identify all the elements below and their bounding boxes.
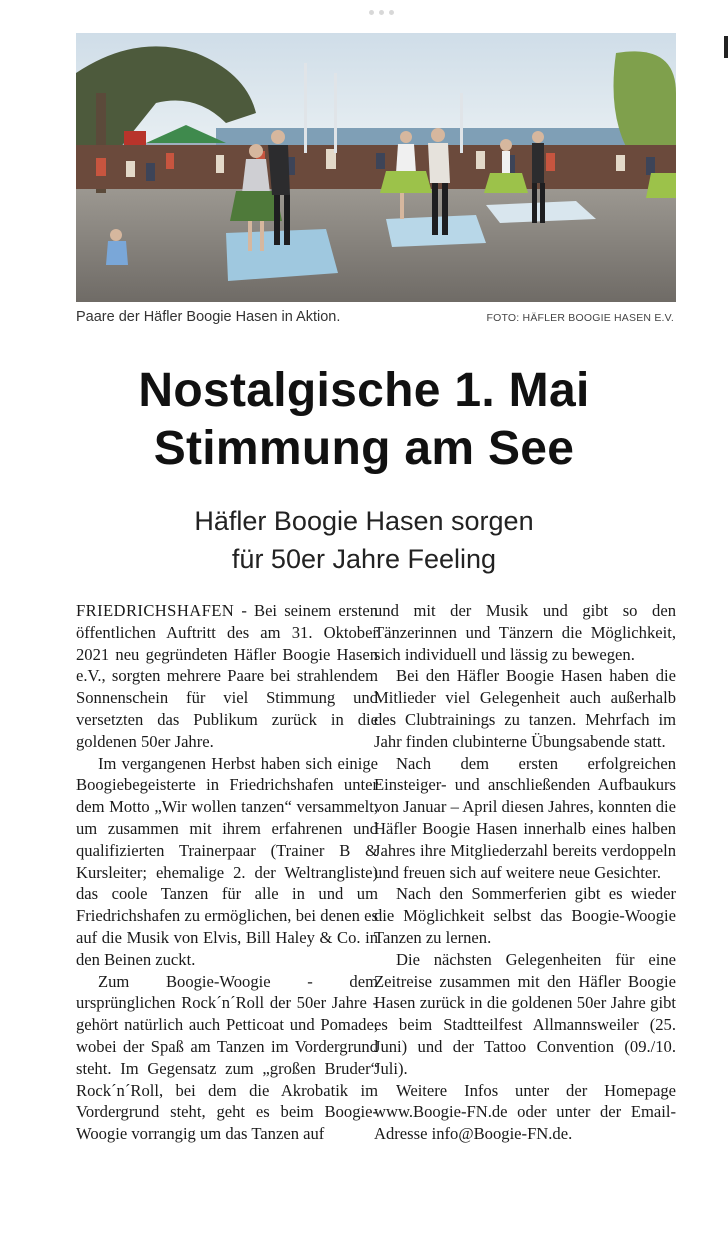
headline-line-1: Nostalgische 1. Mai <box>138 364 590 417</box>
subheadline-line-2: für 50er Jahre Feeling <box>231 544 497 574</box>
article-photo <box>76 33 676 302</box>
article-column-left <box>76 600 378 1145</box>
photo-caption: Paare der Häfler Boogie Hasen in Aktion. <box>76 309 341 325</box>
dateline: FRIEDRICHSHAFEN <box>76 601 235 620</box>
photo-caption-row <box>76 309 676 329</box>
subheadline-line-1: Häfler Boogie Hasen sorgen <box>194 506 534 536</box>
article-paragraph-4: und mit der Musik und gibt so den Tänzerinnen und Tänzern die Möglichkeit, sich individuell und lässig zu bewegen. <box>374 601 676 664</box>
article-paragraph-6: Nach dem ersten erfolgreichen Einsteiger- und anschließenden Aufbaukurs von Januar – April diesen Jahres, konnten die Häfler Boogie Hasen innerhalb eines halben Jahres ihre Mitgliederzahl bereits verdoppeln und freuen sich auf weitere neue Gesichter. <box>374 753 676 882</box>
dancers-photo-illustration <box>76 33 676 302</box>
article-paragraph-7: Nach den Sommerferien gibt es wieder die Möglichkeit selbst das Boogie-Woogie Tanzen zu lernen. <box>374 884 676 947</box>
article-paragraph-2: Im vergangenen Herbst haben sich einige Boogiebegeisterte in Friedrichshafen unter dem Motto „Wir wollen tanzen“ versammelt, um zusammen mit ihrem erfahrenen und qualifizierten Trainerpaar (Trainer B & Kursleiter; ehemalige 2. der Weltrangliste) das coole Tanzen für alle in und um Friedrichshafen zu ermöglichen, bei denen es auf die Musik von Elvis, Bill Haley & Co. in den Beinen zuckt. <box>76 753 378 969</box>
photo-credit: FOTO: HÄFLER BOOGIE HASEN E.V. <box>486 312 674 324</box>
article-paragraph-1 <box>76 600 378 753</box>
headline <box>40 362 688 478</box>
article-paragraph-3: Zum Boogie-Woogie - dem ursprünglichen Rock´n´Roll der 50er Jahre - gehört natürlich auch Petticoat und Pomade, wobei der Spaß am Tanzen im Vordergrund steht. Im Gegensatz zum „großen Bruder“ Rock´n´Roll, bei dem die Akrobatik im Vordergrund steht, geht es beim Boogie-Woogie vorrangig um das Tanzen auf <box>76 971 378 1144</box>
adjacent-column-edge <box>724 36 728 58</box>
article-paragraph-8: Die nächsten Gelegenheiten für eine Zeitreise zusammen mit den Häfler Boogie Hasen zurück in die goldenen 50er Jahre gibt es beim Stadtteilfest Allmannsweiler (25. Juni) und der Tattoo Convention (09./10. Juli). <box>374 949 676 1078</box>
headline-line-2: Stimmung am See <box>153 422 575 475</box>
subheadline <box>40 502 688 578</box>
page-indicator-dots <box>369 10 394 15</box>
article-paragraph-9: Weitere Infos unter der Homepage www.Boogie-FN.de oder unter der Email-Adresse info@Boogie-FN.de. <box>374 1080 676 1144</box>
paragraph-text: - Bei seinem ersten öffentlichen Auftritt des am 31. Oktober 2021 neu gegründeten Häfler Boogie Hasen e.V., sorgten mehrere Paare bei strahlendem Sonnenschein für viel Stimmung und versetzten das Publikum zurück in die goldenen 50er Jahre. <box>76 601 378 751</box>
article-paragraph-5: Bei den Häfler Boogie Hasen haben die Mitlieder viel Gelegenheit auch außerhalb des Clubtrainings zu tanzen. Mehrfach im Jahr finden clubinterne Übungsabende statt. <box>374 666 676 751</box>
article-column-right <box>374 600 676 1145</box>
